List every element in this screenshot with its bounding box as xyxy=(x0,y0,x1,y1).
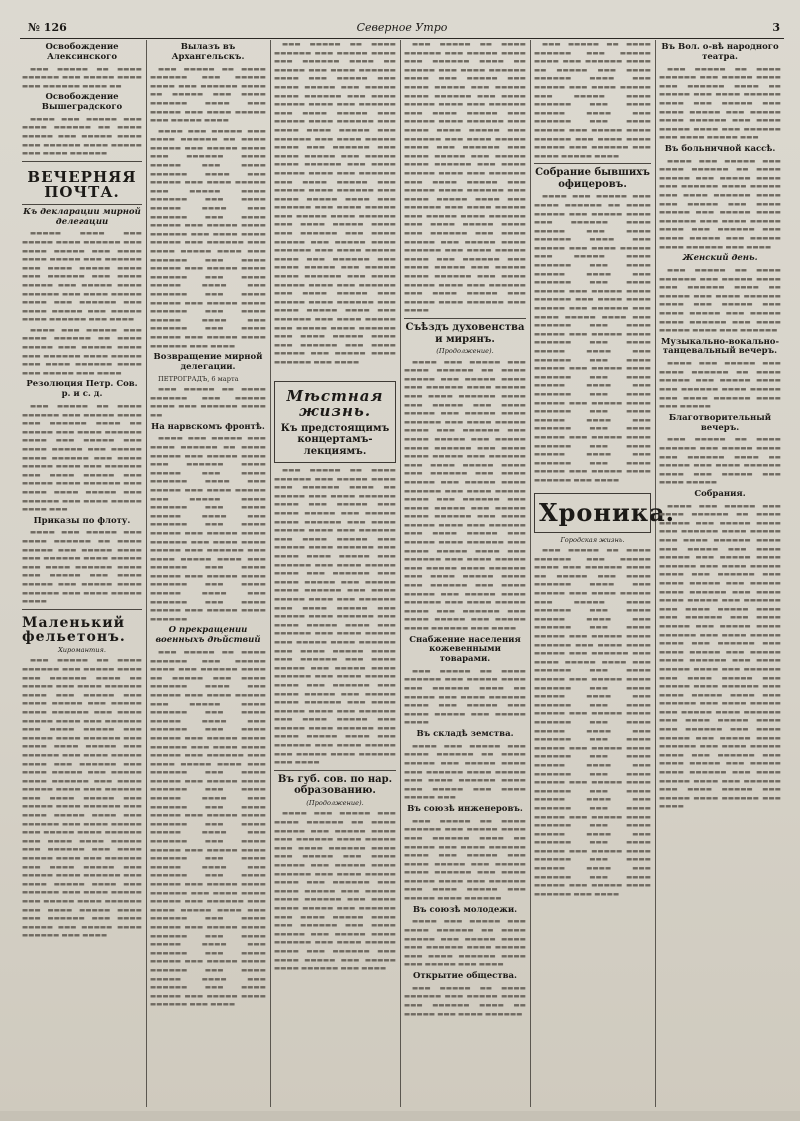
headline: Освобождение Вышеградского xyxy=(41,92,123,113)
text-block: ▬▬▬ ▬▬▬▬▬ ▬▬ ▬▬▬▬ ▬▬▬▬▬▬ ▬▬▬ ▬▬▬▬▬ ▬▬▬▬ ▬▬▬ ▬▬▬▬▬▬ ▬▬▬▬ ▬▬ ▬▬▬▬▬ ▬▬▬ ▬▬▬▬ ▬▬▬▬▬▬ ▬▬▬▬ ▬▬▬ ▬▬▬▬▬ ▬▬▬ ▬▬▬▬ ▬▬▬▬▬ ▬▬▬ ▬▬▬▬▬ ▬▬▬▬ ▬▬▬▬▬▬ ▬▬▬ ▬▬▬▬ ▬▬▬▬▬ ▬▬▬▬ ▬▬▬ ▬▬▬▬▬▬ ▬▬▬ ▬▬▬▬ ▬▬▬▬▬ ▬▬▬ ▬▬▬▬▬ ▬▬▬▬ ▬▬▬▬▬▬ ▬▬▬ ▬▬▬▬ ▬▬▬▬ ▬▬▬▬▬ ▬▬▬ ▬▬▬▬▬▬ ▬▬▬ ▬▬▬▬ ▬▬▬▬▬ ▬▬▬▬ ▬▬▬ ▬▬▬▬▬▬ ▬▬▬ ▬▬▬▬ ▬▬▬▬▬ ▬▬▬ ▬▬▬▬▬ ▬▬▬▬ ▬▬▬▬▬▬ ▬▬▬ ▬▬▬▬ ▬▬▬▬▬ ▬▬▬▬ ▬▬▬ ▬▬▬▬▬▬ ▬▬▬ ▬▬▬▬ ▬▬▬▬▬ ▬▬▬ ▬▬▬▬▬ ▬▬▬▬ ▬▬▬▬▬▬ ▬▬▬ ▬▬▬▬ ▬▬▬▬▬ ▬▬▬▬ ▬▬▬ ▬▬▬▬▬▬ ▬▬▬ ▬▬▬▬ ▬▬▬▬▬ ▬▬▬ ▬▬▬▬▬ ▬▬▬▬ ▬▬▬▬▬▬ ▬▬▬ ▬▬▬▬ ▬▬▬▬ ▬▬▬▬▬ ▬▬▬ ▬▬▬▬▬▬ ▬▬▬ ▬▬▬▬ ▬▬▬▬▬ ▬▬▬▬ ▬▬▬ ▬▬▬▬▬▬ ▬▬▬ ▬▬▬▬ ▬▬▬▬▬ ▬▬▬ ▬▬▬▬▬ ▬▬▬▬ ▬▬▬▬▬▬ ▬▬▬ ▬▬▬▬ ▬▬▬▬▬ ▬▬▬▬ ▬▬▬ ▬▬▬▬▬▬ ▬▬▬ ▬▬▬▬ ▬▬▬▬▬ ▬▬▬ ▬▬▬▬▬ ▬▬▬▬ ▬▬▬▬▬▬ ▬▬▬ ▬▬▬▬ ▬▬▬▬▬ ▬▬▬▬ ▬▬▬ ▬▬▬▬▬▬ ▬▬▬ ▬▬▬▬ ▬▬▬▬▬ ▬▬▬ ▬▬▬▬▬ ▬▬▬▬ ▬▬▬▬▬▬ ▬▬▬ ▬▬▬▬ xyxy=(22,656,142,940)
page-header xyxy=(20,20,784,39)
text-block: ▬▬▬ ▬▬▬▬▬ ▬▬ ▬▬▬▬ ▬▬▬▬▬▬ ▬▬▬ ▬▬▬▬▬ ▬▬▬▬ ▬▬▬ ▬▬▬▬▬▬ ▬▬▬▬ ▬▬ ▬▬▬▬▬ ▬▬▬ ▬▬▬▬ ▬▬▬▬▬▬ ▬▬▬▬ ▬▬▬ ▬▬▬▬▬ ▬▬▬ ▬▬▬▬ ▬▬▬▬▬ ▬▬▬ ▬▬▬▬▬ ▬▬▬▬ ▬▬▬▬▬▬ ▬▬▬ ▬▬▬▬ ▬▬▬▬▬ ▬▬▬▬ ▬▬▬ ▬▬▬▬▬▬ ▬▬▬ ▬▬▬▬ ▬▬▬▬▬ ▬▬▬ ▬▬▬▬▬ ▬▬▬▬ ▬▬▬▬▬▬ xyxy=(404,816,526,903)
text-block: ▬▬▬ ▬▬▬▬▬ ▬▬ ▬▬▬▬ ▬▬▬▬▬▬ ▬▬▬ ▬▬▬▬▬ ▬▬▬▬ ▬▬▬ ▬▬▬▬▬▬ ▬▬▬▬ ▬▬ ▬▬▬▬▬ ▬▬▬ ▬▬▬▬ ▬▬▬▬▬▬ ▬▬▬▬ ▬▬▬ ▬▬▬▬▬ ▬▬▬ ▬▬▬▬ ▬▬▬▬▬ xyxy=(659,435,781,487)
text-block: ▬▬▬▬ ▬▬▬ ▬▬▬▬▬ ▬▬▬ ▬▬▬▬ ▬▬▬▬▬▬ ▬▬ ▬▬▬▬ ▬▬▬▬▬ ▬▬▬ ▬▬▬▬▬ ▬▬▬▬ ▬▬▬ ▬▬▬▬▬▬ ▬▬▬▬ ▬▬▬▬▬ ▬▬▬ ▬▬▬▬ ▬▬▬▬▬▬ ▬▬▬▬ ▬▬▬ ▬▬▬▬▬ ▬▬▬ ▬▬▬▬ ▬▬▬▬▬ ▬▬▬ ▬▬▬▬▬ ▬▬▬▬ ▬▬▬▬▬▬ ▬▬▬ ▬▬▬▬ ▬▬▬▬▬ ▬▬▬▬ ▬▬▬ ▬▬▬▬▬▬ ▬▬▬ ▬▬▬▬ ▬▬▬▬▬ ▬▬▬ ▬▬▬▬▬ ▬▬▬▬ ▬▬▬▬▬▬ ▬▬▬ ▬▬▬▬ ▬▬▬▬ ▬▬▬▬▬ ▬▬▬ ▬▬▬▬▬▬ ▬▬▬ ▬▬▬▬ ▬▬▬▬▬ ▬▬▬▬ ▬▬▬ ▬▬▬▬▬▬ ▬▬▬ ▬▬▬▬ ▬▬▬▬▬ ▬▬▬ ▬▬▬▬▬ ▬▬▬▬ ▬▬▬▬▬▬ ▬▬▬ ▬▬▬▬ ▬▬▬▬▬ ▬▬▬▬ ▬▬▬ ▬▬▬▬▬▬ ▬▬▬ ▬▬▬▬ ▬▬▬▬▬ ▬▬▬ ▬▬▬▬▬ ▬▬▬▬ ▬▬▬▬▬▬ ▬▬▬ ▬▬▬▬ ▬▬▬▬▬ ▬▬▬▬ ▬▬▬ ▬▬▬▬▬▬ ▬▬▬ ▬▬▬▬ ▬▬▬▬▬ ▬▬▬ ▬▬▬▬▬ ▬▬▬▬ ▬▬▬▬▬▬ ▬▬▬ ▬▬▬▬ ▬▬▬▬▬ ▬▬▬▬ ▬▬▬ ▬▬▬▬▬▬ ▬▬▬ ▬▬▬▬ ▬▬▬▬▬ ▬▬▬ ▬▬▬▬▬ ▬▬▬▬ ▬▬▬▬▬▬ ▬▬▬ ▬▬▬▬ ▬▬▬▬▬ ▬▬▬▬ ▬▬▬ ▬▬▬▬▬▬ ▬▬▬ ▬▬▬▬ ▬▬▬▬▬ ▬▬▬ ▬▬▬▬▬ ▬▬▬▬ ▬▬▬▬▬▬ ▬▬▬ ▬▬▬▬ ▬▬▬▬▬ ▬▬▬▬ ▬▬▬ ▬▬▬▬▬▬ ▬▬▬ ▬▬▬▬ ▬▬▬▬▬ ▬▬▬ ▬▬▬▬▬ ▬▬▬▬ ▬▬▬▬▬▬ ▬▬▬ ▬▬▬▬ ▬▬▬▬▬ ▬▬▬▬ ▬▬▬ ▬▬▬▬▬▬ ▬▬▬ ▬▬▬▬ ▬▬▬▬▬ ▬▬▬ ▬▬▬▬▬ ▬▬▬▬ ▬▬▬▬▬▬ ▬▬▬ ▬▬▬▬ xyxy=(659,501,781,811)
text-block: ▬▬▬ ▬▬▬▬▬ ▬▬ ▬▬▬▬ ▬▬▬▬▬▬ ▬▬▬ ▬▬▬▬▬ ▬▬▬▬ ▬▬▬ ▬▬▬▬▬▬ ▬▬▬▬ ▬▬ xyxy=(22,64,142,90)
headline: Освобождение Алексинского xyxy=(45,42,119,62)
text-block: ▬▬▬▬ ▬▬▬ ▬▬▬▬▬ ▬▬▬ ▬▬▬▬ ▬▬▬▬▬▬ ▬▬ ▬▬▬▬ ▬▬▬▬▬ ▬▬▬ ▬▬▬▬▬ ▬▬▬▬ ▬▬▬ ▬▬▬▬▬▬ ▬▬▬▬ ▬▬▬▬▬ ▬▬▬ ▬▬▬▬ ▬▬▬▬▬▬ ▬▬▬▬ ▬▬▬ ▬▬▬▬▬ xyxy=(659,359,781,411)
text-block: ▬▬▬ ▬▬▬▬▬ ▬▬ ▬▬▬▬ ▬▬▬▬▬▬ ▬▬▬ ▬▬▬▬▬ ▬▬▬▬ ▬▬▬ ▬▬▬▬▬▬ ▬▬▬▬ ▬▬ ▬▬▬▬▬ ▬▬▬ ▬▬▬▬ ▬▬▬▬▬▬ ▬▬▬▬ ▬▬▬ ▬▬▬▬▬ ▬▬▬ ▬▬▬▬ ▬▬▬▬▬ ▬▬▬ ▬▬▬▬▬ ▬▬▬▬ ▬▬▬▬▬▬ ▬▬▬ ▬▬▬▬ ▬▬▬▬▬ ▬▬▬▬ ▬▬▬ ▬▬▬▬▬▬ xyxy=(659,265,781,335)
headline: Собрание бывшихъ офицеровъ. xyxy=(535,167,650,190)
column-2 xyxy=(150,40,266,1109)
text-block: ▬▬▬ ▬▬▬▬▬ ▬▬ ▬▬▬▬ ▬▬▬▬▬▬ ▬▬▬ ▬▬▬▬▬ ▬▬▬▬ ▬▬▬ ▬▬▬▬▬▬ ▬▬▬▬ ▬▬ xyxy=(150,385,266,420)
text-block: ▬▬▬ ▬▬▬▬▬ ▬▬ ▬▬▬▬ ▬▬▬▬▬▬ ▬▬▬ ▬▬▬▬▬ ▬▬▬▬ ▬▬▬ ▬▬▬▬▬▬ ▬▬▬▬ ▬▬ ▬▬▬▬▬ ▬▬▬ ▬▬▬▬ ▬▬▬▬▬▬ ▬▬▬▬ ▬▬▬ ▬▬▬▬▬ ▬▬▬ ▬▬▬▬ ▬▬▬▬▬ ▬▬▬ ▬▬▬▬▬ ▬▬▬▬ ▬▬▬▬▬▬ ▬▬▬ ▬▬▬▬ ▬▬▬▬▬ ▬▬▬▬ ▬▬▬ ▬▬▬▬▬▬ ▬▬▬ ▬▬▬▬ ▬▬▬▬▬ ▬▬▬ ▬▬▬▬▬ ▬▬▬▬ ▬▬▬▬▬▬ ▬▬▬ ▬▬▬▬ ▬▬▬▬ ▬▬▬▬▬ ▬▬▬ ▬▬▬▬▬▬ ▬▬▬ ▬▬▬▬ ▬▬▬▬▬ ▬▬▬▬ ▬▬▬ ▬▬▬▬▬▬ ▬▬▬ ▬▬▬▬ ▬▬▬▬▬ ▬▬▬ ▬▬▬▬▬ ▬▬▬▬ ▬▬▬▬▬▬ ▬▬▬ ▬▬▬▬ ▬▬▬▬▬ ▬▬▬▬ ▬▬▬ ▬▬▬▬▬▬ ▬▬▬ ▬▬▬▬ ▬▬▬▬▬ ▬▬▬ ▬▬▬▬▬ ▬▬▬▬ ▬▬▬▬▬▬ ▬▬▬ ▬▬▬▬ ▬▬▬▬▬ ▬▬▬▬ ▬▬▬ ▬▬▬▬▬▬ ▬▬▬ ▬▬▬▬ ▬▬▬▬▬ ▬▬▬ ▬▬▬▬▬ ▬▬▬▬ ▬▬▬▬▬▬ ▬▬▬ ▬▬▬▬ ▬▬▬▬▬ ▬▬▬▬ ▬▬▬ ▬▬▬▬▬▬ ▬▬▬ ▬▬▬▬ ▬▬▬▬▬ ▬▬▬ ▬▬▬▬▬ ▬▬▬▬ ▬▬▬▬▬▬ ▬▬▬ ▬▬▬▬ ▬▬▬▬▬ ▬▬▬▬ ▬▬▬ ▬▬▬▬▬▬ ▬▬▬ ▬▬▬▬ ▬▬▬▬▬ ▬▬▬ ▬▬▬▬▬ ▬▬▬▬ ▬▬▬▬▬▬ ▬▬▬ ▬▬▬▬ ▬▬▬▬▬ ▬▬▬▬ ▬▬▬ ▬▬▬▬▬▬ ▬▬▬ ▬▬▬▬ ▬▬▬▬▬ ▬▬▬ ▬▬▬▬▬ ▬▬▬▬ ▬▬▬▬▬▬ ▬▬▬ ▬▬▬▬ ▬▬▬▬▬ ▬▬▬▬ ▬▬▬ ▬▬▬▬▬▬ ▬▬▬ ▬▬▬▬ ▬▬▬▬▬ ▬▬▬ ▬▬▬▬▬ ▬▬▬▬ ▬▬▬▬▬▬ ▬▬▬ ▬▬▬▬ xyxy=(274,466,396,767)
headline: На нарвскомъ фронтѣ. xyxy=(151,421,265,432)
headline: Къ предстоящимъ концертамъ-лекциямъ. xyxy=(280,422,390,457)
feuilleton-title: Маленький фельетонъ. xyxy=(22,614,126,645)
headline: Въ губ. сов. по нар. образованию. xyxy=(277,773,393,797)
feuilleton-subtitle: Хиромантия. xyxy=(58,645,106,654)
column-divider xyxy=(270,40,271,1107)
headline: Въ союзѣ молодежи. xyxy=(412,904,518,915)
text-block: ▬▬▬ ▬▬▬▬▬ ▬▬ ▬▬▬▬ ▬▬▬▬▬▬ ▬▬▬ ▬▬▬▬▬ ▬▬▬▬ ▬▬▬ ▬▬▬▬▬▬ ▬▬▬▬ ▬▬ ▬▬▬▬▬ ▬▬▬ ▬▬▬▬ ▬▬▬▬▬▬ xyxy=(404,983,526,1018)
column-1 xyxy=(22,40,142,1109)
text-block: ▬▬▬▬ ▬▬▬ ▬▬▬▬▬ ▬▬▬ ▬▬▬▬ ▬▬▬▬▬▬ ▬▬ ▬▬▬▬ ▬▬▬▬▬ ▬▬▬ ▬▬▬▬▬ ▬▬▬▬ ▬▬▬ ▬▬▬▬▬▬ ▬▬▬▬ ▬▬▬▬▬ ▬▬▬ ▬▬▬▬ ▬▬▬▬▬▬ ▬▬▬▬ ▬▬▬ ▬▬▬▬▬ ▬▬▬ ▬▬▬▬ ▬▬▬▬▬ ▬▬▬ ▬▬▬▬▬ ▬▬▬▬ ▬▬▬▬▬▬ ▬▬▬ ▬▬▬▬ ▬▬▬▬▬ ▬▬▬▬ xyxy=(22,528,142,606)
column-divider xyxy=(655,40,656,1107)
text-block: ▬▬▬▬ ▬▬▬ ▬▬▬▬▬ ▬▬▬ ▬▬▬▬ ▬▬▬▬▬▬ ▬▬ ▬▬▬▬ ▬▬▬▬▬ ▬▬▬ ▬▬▬▬▬ ▬▬▬▬ ▬▬▬ ▬▬▬▬▬▬ ▬▬▬▬ ▬▬▬▬▬ ▬▬▬ ▬▬▬▬ ▬▬▬▬▬▬ ▬▬▬▬ ▬▬▬ ▬▬▬▬▬ ▬▬▬ ▬▬▬▬ xyxy=(22,325,142,377)
text-block: ▬▬▬▬ ▬▬▬ ▬▬▬▬▬ ▬▬▬ ▬▬▬▬ ▬▬▬▬▬▬ ▬▬ ▬▬▬▬ ▬▬▬▬▬ ▬▬▬ ▬▬▬▬▬ ▬▬▬▬ ▬▬▬ ▬▬▬▬▬▬ ▬▬▬▬ ▬▬▬▬▬ ▬▬▬ ▬▬▬▬ ▬▬▬▬▬▬ ▬▬▬▬ ▬▬▬ ▬▬▬▬▬ ▬▬▬ ▬▬▬▬ ▬▬▬▬▬ ▬▬▬ xyxy=(404,741,526,802)
dateline: ПЕТРОГРАДЪ, 6 марта xyxy=(158,374,239,383)
text-block: ▬▬▬ ▬▬▬▬▬ ▬▬ ▬▬▬▬ ▬▬▬▬▬▬ ▬▬▬ ▬▬▬▬▬ ▬▬▬▬ ▬▬▬ ▬▬▬▬▬▬ ▬▬▬▬ ▬▬ ▬▬▬▬▬ ▬▬▬ ▬▬▬▬ ▬▬▬▬▬▬ ▬▬▬▬ ▬▬▬ ▬▬▬▬▬ ▬▬▬ ▬▬▬▬ ▬▬▬▬▬ ▬▬▬ ▬▬▬▬▬ ▬▬▬▬ ▬▬▬▬▬▬ ▬▬▬ ▬▬▬▬ ▬▬▬▬▬ ▬▬▬▬ ▬▬▬ ▬▬▬▬▬▬ ▬▬▬ ▬▬▬▬ ▬▬▬▬▬ ▬▬▬ ▬▬▬▬▬ ▬▬▬▬ ▬▬▬▬▬▬ ▬▬▬ ▬▬▬▬ ▬▬▬▬ ▬▬▬▬▬ ▬▬▬ ▬▬▬▬▬▬ ▬▬▬ ▬▬▬▬ ▬▬▬▬▬ ▬▬▬▬ ▬▬▬ ▬▬▬▬▬▬ ▬▬▬ ▬▬▬▬ ▬▬▬▬▬ ▬▬▬ ▬▬▬▬▬ ▬▬▬▬ ▬▬▬▬▬▬ ▬▬▬ ▬▬▬▬ ▬▬▬▬▬ ▬▬▬▬ ▬▬▬ ▬▬▬▬▬▬ ▬▬▬ ▬▬▬▬ ▬▬▬▬▬ ▬▬▬ ▬▬▬▬▬ ▬▬▬▬ ▬▬▬▬▬▬ ▬▬▬ ▬▬▬▬ ▬▬▬▬▬ ▬▬▬▬ ▬▬▬ ▬▬▬▬▬▬ ▬▬▬ ▬▬▬▬ ▬▬▬▬▬ ▬▬▬ ▬▬▬▬▬ ▬▬▬▬ ▬▬▬▬▬▬ ▬▬▬ ▬▬▬▬ ▬▬▬▬▬ ▬▬▬▬ ▬▬▬ ▬▬▬▬▬▬ ▬▬▬ ▬▬▬▬ ▬▬▬▬▬ ▬▬▬ ▬▬▬▬▬ ▬▬▬▬ ▬▬▬▬▬▬ ▬▬▬ ▬▬▬▬ ▬▬▬▬▬ ▬▬▬▬ ▬▬▬ ▬▬▬▬▬▬ ▬▬▬ ▬▬▬▬ ▬▬▬▬▬ ▬▬▬ ▬▬▬▬▬ ▬▬▬▬ ▬▬▬▬▬▬ ▬▬▬ ▬▬▬▬ ▬▬▬▬▬ ▬▬▬▬ ▬▬▬ ▬▬▬▬▬▬ ▬▬▬ ▬▬▬▬ ▬▬▬▬▬ ▬▬▬ ▬▬▬▬▬ ▬▬▬▬ ▬▬▬▬▬▬ ▬▬▬ ▬▬▬▬ ▬▬▬▬▬ ▬▬▬▬ ▬▬▬ ▬▬▬▬▬▬ ▬▬▬ ▬▬▬▬ ▬▬▬▬▬ ▬▬▬ ▬▬▬▬▬ ▬▬▬▬ ▬▬▬▬▬▬ ▬▬▬ ▬▬▬▬ ▬▬▬▬▬ ▬▬▬▬ ▬▬▬ ▬▬▬▬▬▬ ▬▬▬ ▬▬▬▬ ▬▬▬▬▬ ▬▬▬ ▬▬▬▬▬ ▬▬▬▬ ▬▬▬▬▬▬ ▬▬▬ ▬▬▬▬ xyxy=(274,40,396,366)
page-bottom-edge xyxy=(0,1111,800,1121)
headline: Въ Вол. о-вѣ народного театра. xyxy=(661,42,779,62)
section-title: ВЕЧЕРНЯЯ ПОЧТА. xyxy=(27,167,137,201)
column-5 xyxy=(534,40,676,1109)
section-title: Мѣстная жизнь. xyxy=(286,386,384,420)
headline: Въ союзѣ инженеровъ. xyxy=(407,803,523,814)
text-block: ▬▬▬ ▬▬▬▬▬ ▬▬ ▬▬▬▬ ▬▬▬▬▬▬ ▬▬▬ ▬▬▬▬▬ ▬▬▬▬ ▬▬▬ ▬▬▬▬▬▬ ▬▬▬▬ ▬▬ ▬▬▬▬▬ ▬▬▬ ▬▬▬▬ ▬▬▬▬▬▬ ▬▬▬▬ ▬▬▬ ▬▬▬▬▬ ▬▬▬ ▬▬▬▬ ▬▬▬▬▬ ▬▬▬ ▬▬▬▬▬ ▬▬▬▬ ▬▬▬▬▬▬ ▬▬▬ ▬▬▬▬ ▬▬▬▬▬ ▬▬▬▬ ▬▬▬ ▬▬▬▬▬▬ ▬▬▬ ▬▬▬▬ ▬▬▬▬▬ ▬▬▬ ▬▬▬▬▬ ▬▬▬▬ ▬▬▬▬▬▬ ▬▬▬ ▬▬▬▬ ▬▬▬▬ ▬▬▬▬▬ ▬▬▬ ▬▬▬▬▬▬ ▬▬▬ ▬▬▬▬ ▬▬▬▬▬ ▬▬▬▬ ▬▬▬ xyxy=(22,401,142,514)
text-block: ▬▬▬▬ ▬▬▬ ▬▬▬▬▬ ▬▬▬ ▬▬▬▬ ▬▬▬▬▬▬ ▬▬ ▬▬▬▬ ▬▬▬▬▬ ▬▬▬ ▬▬▬▬▬ ▬▬▬▬ ▬▬▬ ▬▬▬▬▬▬ ▬▬▬▬ ▬▬▬▬▬ ▬▬▬ ▬▬▬▬ ▬▬▬▬▬▬ ▬▬▬▬ ▬▬▬ ▬▬▬▬▬ ▬▬▬ ▬▬▬▬ xyxy=(404,917,526,969)
local-life-box xyxy=(274,381,396,464)
headline: Открытие общества. xyxy=(413,971,517,981)
text-block: ▬▬▬ ▬▬▬▬▬ ▬▬ ▬▬▬▬ ▬▬▬▬▬▬ ▬▬▬ ▬▬▬▬▬ ▬▬▬▬ ▬▬▬ ▬▬▬▬▬▬ ▬▬▬▬ ▬▬ ▬▬▬▬▬ ▬▬▬ ▬▬▬▬ ▬▬▬▬▬▬ ▬▬▬▬ ▬▬▬ ▬▬▬▬▬ ▬▬▬ ▬▬▬▬ ▬▬▬▬▬ ▬▬▬ ▬▬▬▬▬ ▬▬▬▬ xyxy=(404,666,526,727)
text-block: ▬▬▬ ▬▬▬▬▬ ▬▬ ▬▬▬▬ ▬▬▬▬▬▬ ▬▬▬ ▬▬▬▬▬ ▬▬▬▬ ▬▬▬ ▬▬▬▬▬▬ ▬▬▬▬ ▬▬ ▬▬▬▬▬ ▬▬▬ ▬▬▬▬ ▬▬▬▬▬▬ ▬▬▬▬ ▬▬▬ ▬▬▬▬▬ ▬▬▬ ▬▬▬▬ ▬▬▬▬▬ ▬▬▬ ▬▬▬▬▬ ▬▬▬▬ ▬▬▬▬▬▬ ▬▬▬ ▬▬▬▬ ▬▬▬▬▬ ▬▬▬▬ ▬▬▬ ▬▬▬▬▬▬ ▬▬▬ ▬▬▬▬ ▬▬▬▬▬ ▬▬▬ xyxy=(659,64,781,142)
text-block: ▬▬▬ ▬▬▬▬▬ ▬▬ ▬▬▬▬ ▬▬▬▬▬▬ ▬▬▬ ▬▬▬▬▬ ▬▬▬▬ ▬▬▬ ▬▬▬▬▬▬ ▬▬▬▬ ▬▬ ▬▬▬▬▬ ▬▬▬ ▬▬▬▬ ▬▬▬▬▬▬ ▬▬▬▬ ▬▬▬ ▬▬▬▬▬ ▬▬▬ ▬▬▬▬ ▬▬▬▬▬ ▬▬▬ ▬▬▬▬▬ ▬▬▬▬ ▬▬▬▬▬▬ ▬▬▬ ▬▬▬▬ ▬▬▬▬▬ ▬▬▬▬ ▬▬▬ ▬▬▬▬▬▬ ▬▬▬ ▬▬▬▬ ▬▬▬▬▬ ▬▬▬ ▬▬▬▬▬ ▬▬▬▬ ▬▬▬▬▬▬ ▬▬▬ ▬▬▬▬ ▬▬▬▬ ▬▬▬▬▬ ▬▬▬ ▬▬▬▬▬▬ ▬▬▬ ▬▬▬▬ ▬▬▬▬▬ ▬▬▬▬ xyxy=(534,40,651,160)
headline: Въ больничной кассѣ. xyxy=(664,143,776,154)
headline: Собрания. xyxy=(694,488,746,499)
section-title: Хроника. xyxy=(539,497,676,527)
text-block: ▬▬▬ ▬▬▬▬▬ ▬▬ ▬▬▬▬ ▬▬▬▬▬▬ ▬▬▬ ▬▬▬▬▬ ▬▬▬▬ ▬▬▬ ▬▬▬▬▬▬ ▬▬▬▬ ▬▬ ▬▬▬▬▬ ▬▬▬ ▬▬▬▬ ▬▬▬▬▬▬ ▬▬▬▬ ▬▬▬ ▬▬▬▬▬ ▬▬▬ ▬▬▬▬ ▬▬▬▬▬ ▬▬▬ ▬▬▬▬▬ ▬▬▬▬ ▬▬▬▬▬▬ ▬▬▬ ▬▬▬▬ ▬▬▬▬▬ ▬▬▬▬ ▬▬▬ ▬▬▬▬▬▬ ▬▬▬ ▬▬▬▬ ▬▬▬▬▬ ▬▬▬ ▬▬▬▬▬ ▬▬▬▬ ▬▬▬▬▬▬ ▬▬▬ ▬▬▬▬ ▬▬▬▬ ▬▬▬▬▬ ▬▬▬ ▬▬▬▬▬▬ ▬▬▬ ▬▬▬▬ ▬▬▬▬▬ ▬▬▬▬ ▬▬▬ ▬▬▬▬▬▬ ▬▬▬ ▬▬▬▬ ▬▬▬▬▬ ▬▬▬ ▬▬▬▬▬ ▬▬▬▬ ▬▬▬▬▬▬ ▬▬▬ ▬▬▬▬ ▬▬▬▬▬ ▬▬▬▬ ▬▬▬ ▬▬▬▬▬▬ ▬▬▬ ▬▬▬▬ ▬▬▬▬▬ ▬▬▬ ▬▬▬▬▬ ▬▬▬▬ ▬▬▬▬▬▬ ▬▬▬ ▬▬▬▬ ▬▬▬▬▬ ▬▬▬▬ ▬▬▬ ▬▬▬▬▬▬ ▬▬▬ ▬▬▬▬ ▬▬▬▬▬ ▬▬▬ ▬▬▬▬▬ ▬▬▬▬ ▬▬▬▬▬▬ ▬▬▬ ▬▬▬▬ ▬▬▬▬▬ ▬▬▬▬ ▬▬▬ ▬▬▬▬▬▬ ▬▬▬ ▬▬▬▬ ▬▬▬▬▬ ▬▬▬ ▬▬▬▬▬ ▬▬▬▬ ▬▬▬▬▬▬ ▬▬▬ ▬▬▬▬ ▬▬▬▬▬ ▬▬▬▬ ▬▬▬ ▬▬▬▬▬▬ ▬▬▬ ▬▬▬▬ ▬▬▬▬▬ ▬▬▬ ▬▬▬▬▬ ▬▬▬▬ ▬▬▬▬▬▬ ▬▬▬ ▬▬▬▬ ▬▬▬▬▬ ▬▬▬▬ ▬▬▬ ▬▬▬▬▬▬ ▬▬▬ ▬▬▬▬ ▬▬▬▬▬ ▬▬▬ ▬▬▬▬▬ ▬▬▬▬ ▬▬▬▬▬▬ ▬▬▬ ▬▬▬▬ xyxy=(404,40,526,315)
newspaper-name: Северное Утро xyxy=(356,21,448,34)
text-block: ▬▬▬ ▬▬▬▬▬ ▬▬ ▬▬▬▬ ▬▬▬▬▬▬ ▬▬▬ ▬▬▬▬▬ ▬▬▬▬ ▬▬▬ ▬▬▬▬▬▬ ▬▬▬▬ ▬▬ ▬▬▬▬▬ ▬▬▬ ▬▬▬▬ ▬▬▬▬▬▬ ▬▬▬▬ ▬▬▬ ▬▬▬▬▬ ▬▬▬ ▬▬▬▬ ▬▬▬▬▬ ▬▬▬ ▬▬▬▬▬ ▬▬▬▬ ▬▬▬▬▬▬ ▬▬▬ ▬▬▬▬ ▬▬▬▬▬ ▬▬▬▬ ▬▬▬ ▬▬▬▬▬▬ ▬▬▬ ▬▬▬▬ ▬▬▬▬▬ ▬▬▬ ▬▬▬▬▬ ▬▬▬▬ ▬▬▬▬▬▬ ▬▬▬ ▬▬▬▬ ▬▬▬▬ ▬▬▬▬▬ ▬▬▬ ▬▬▬▬▬▬ ▬▬▬ ▬▬▬▬ ▬▬▬▬▬ ▬▬▬▬ ▬▬▬ ▬▬▬▬▬▬ ▬▬▬ ▬▬▬▬ ▬▬▬▬▬ ▬▬▬ ▬▬▬▬▬ ▬▬▬▬ ▬▬▬▬▬▬ ▬▬▬ ▬▬▬▬ ▬▬▬▬▬ ▬▬▬▬ ▬▬▬ ▬▬▬▬▬▬ ▬▬▬ ▬▬▬▬ ▬▬▬▬▬ ▬▬▬ ▬▬▬▬▬ ▬▬▬▬ ▬▬▬▬▬▬ ▬▬▬ ▬▬▬▬ ▬▬▬▬▬ ▬▬▬▬ ▬▬▬ ▬▬▬▬▬▬ ▬▬▬ ▬▬▬▬ ▬▬▬▬▬ ▬▬▬ ▬▬▬▬▬ ▬▬▬▬ ▬▬▬▬▬▬ ▬▬▬ ▬▬▬▬ ▬▬▬▬▬ ▬▬▬▬ ▬▬▬ ▬▬▬▬▬▬ ▬▬▬ ▬▬▬▬ ▬▬▬▬▬ ▬▬▬ ▬▬▬▬▬ ▬▬▬▬ ▬▬▬▬▬▬ ▬▬▬ ▬▬▬▬ ▬▬▬▬▬ ▬▬▬▬ ▬▬▬ ▬▬▬▬▬▬ ▬▬▬ ▬▬▬▬ ▬▬▬▬▬ ▬▬▬ ▬▬▬▬▬ ▬▬▬▬ ▬▬▬▬▬▬ ▬▬▬ ▬▬▬▬ ▬▬▬▬▬ ▬▬▬▬ ▬▬▬ ▬▬▬▬▬▬ ▬▬▬ ▬▬▬▬ ▬▬▬▬▬ ▬▬▬ ▬▬▬▬▬ ▬▬▬▬ ▬▬▬▬▬▬ ▬▬▬ ▬▬▬▬ ▬▬▬▬▬ ▬▬▬▬ ▬▬▬ ▬▬▬▬▬▬ ▬▬▬ ▬▬▬▬ ▬▬▬▬▬ ▬▬▬ ▬▬▬▬▬ ▬▬▬▬ ▬▬▬▬▬▬ ▬▬▬ ▬▬▬▬ xyxy=(534,546,651,898)
text-block: ▬▬▬▬ ▬▬▬ ▬▬▬▬▬ ▬▬▬ ▬▬▬▬ ▬▬▬▬▬▬ ▬▬ ▬▬▬▬ ▬▬▬▬▬ ▬▬▬ ▬▬▬▬▬ ▬▬▬▬ ▬▬▬ ▬▬▬▬▬▬ ▬▬▬▬ ▬▬▬▬▬ ▬▬▬ ▬▬▬▬ ▬▬▬▬▬▬ ▬▬▬▬ ▬▬▬ ▬▬▬▬▬ ▬▬▬ ▬▬▬▬ ▬▬▬▬▬ ▬▬▬ ▬▬▬▬▬ ▬▬▬▬ ▬▬▬▬▬▬ ▬▬▬ ▬▬▬▬ ▬▬▬▬▬ ▬▬▬▬ ▬▬▬ ▬▬▬▬▬▬ ▬▬▬ ▬▬▬▬ ▬▬▬▬▬ ▬▬▬ ▬▬▬▬▬ ▬▬▬▬ ▬▬▬▬▬▬ ▬▬▬ ▬▬▬▬ ▬▬▬▬ ▬▬▬▬▬ ▬▬▬ ▬▬▬▬▬▬ ▬▬▬ ▬▬▬▬ ▬▬▬▬▬ ▬▬▬▬ ▬▬▬ ▬▬▬▬▬▬ ▬▬▬ ▬▬▬▬ ▬▬▬▬▬ ▬▬▬ ▬▬▬▬▬ ▬▬▬▬ ▬▬▬▬▬▬ ▬▬▬ ▬▬▬▬ ▬▬▬▬▬ ▬▬▬▬ ▬▬▬ ▬▬▬▬▬▬ ▬▬▬ ▬▬▬▬ ▬▬▬▬▬ ▬▬▬ ▬▬▬▬▬ ▬▬▬▬ ▬▬▬▬▬▬ ▬▬▬ ▬▬▬▬ ▬▬▬▬▬ ▬▬▬▬ ▬▬▬ ▬▬▬▬▬▬ ▬▬▬ ▬▬▬▬ ▬▬▬▬▬ ▬▬▬ ▬▬▬▬▬ ▬▬▬▬ ▬▬▬▬▬▬ ▬▬▬ ▬▬▬▬ ▬▬▬▬▬ ▬▬▬▬ ▬▬▬ ▬▬▬▬▬▬ ▬▬▬ ▬▬▬▬ ▬▬▬▬▬ ▬▬▬ ▬▬▬▬▬ ▬▬▬▬ ▬▬▬▬▬▬ ▬▬▬ ▬▬▬▬ ▬▬▬▬▬ ▬▬▬▬ ▬▬▬ ▬▬▬▬▬▬ ▬▬▬ ▬▬▬▬ ▬▬▬▬▬ ▬▬▬ ▬▬▬▬▬ ▬▬▬▬ ▬▬▬▬▬▬ ▬▬▬ ▬▬▬▬ ▬▬▬▬▬ ▬▬▬▬ ▬▬▬ ▬▬▬▬▬▬ ▬▬▬ ▬▬▬▬ ▬▬▬▬▬ ▬▬▬ ▬▬▬▬▬ ▬▬▬▬ ▬▬▬▬▬▬ ▬▬▬ ▬▬▬▬ xyxy=(404,357,526,632)
headline: Приказы по флоту. xyxy=(33,515,131,526)
text-block: ▬▬▬▬▬ ▬▬▬▬ ▬▬▬ ▬▬▬▬▬ ▬▬▬▬ ▬▬▬▬▬▬ ▬▬▬ ▬▬▬▬ ▬▬▬▬▬ ▬▬▬ ▬▬▬▬ ▬▬▬▬ ▬▬▬▬▬ ▬▬▬ ▬▬▬▬▬▬ ▬▬▬ ▬▬▬▬ ▬▬▬▬▬ ▬▬▬▬ ▬▬▬ ▬▬▬▬▬▬ ▬▬▬ ▬▬▬▬ ▬▬▬▬▬ ▬▬▬ ▬▬▬▬▬ ▬▬▬▬ ▬▬▬▬▬▬ ▬▬▬ ▬▬▬▬ ▬▬▬▬▬ ▬▬▬▬ ▬▬▬ ▬▬▬▬▬▬ ▬▬▬ ▬▬▬▬ ▬▬▬▬▬ ▬▬▬ ▬▬▬▬▬ ▬▬▬▬ ▬▬▬▬▬▬ ▬▬▬ ▬▬▬▬ xyxy=(22,229,142,324)
headline: Резолюция Петр. Сов. р. и с. д. xyxy=(26,379,138,400)
text-block: ▬▬▬▬ ▬▬▬ ▬▬▬▬▬ ▬▬▬ ▬▬▬▬ ▬▬▬▬▬▬ ▬▬ ▬▬▬▬ ▬▬▬▬▬ ▬▬▬ ▬▬▬▬▬ ▬▬▬▬ ▬▬▬ ▬▬▬▬▬▬ ▬▬▬▬ ▬▬▬▬▬ ▬▬▬ ▬▬▬▬ ▬▬▬▬▬▬ ▬▬▬▬ ▬▬▬ ▬▬▬▬▬ ▬▬▬ ▬▬▬▬ ▬▬▬▬▬ ▬▬▬ ▬▬▬▬▬ ▬▬▬▬ ▬▬▬▬▬▬ ▬▬▬ ▬▬▬▬ ▬▬▬▬▬ ▬▬▬▬ ▬▬▬ ▬▬▬▬▬▬ ▬▬▬ ▬▬▬▬ ▬▬▬▬▬ ▬▬▬ ▬▬▬▬▬ ▬▬▬▬ ▬▬▬▬▬▬ ▬▬▬ ▬▬▬▬ ▬▬▬▬ ▬▬▬▬▬ ▬▬▬ ▬▬▬▬▬▬ ▬▬▬ ▬▬▬▬ ▬▬▬▬▬ ▬▬▬▬ ▬▬▬ ▬▬▬▬▬▬ ▬▬▬ ▬▬▬▬ ▬▬▬▬▬ ▬▬▬ ▬▬▬▬▬ ▬▬▬▬ ▬▬▬▬▬▬ ▬▬▬ ▬▬▬▬ ▬▬▬▬▬ ▬▬▬▬ ▬▬▬ ▬▬▬▬▬▬ ▬▬▬ ▬▬▬▬ ▬▬▬▬▬ ▬▬▬ ▬▬▬▬▬ ▬▬▬▬ ▬▬▬▬▬▬ ▬▬▬ ▬▬▬▬ xyxy=(274,809,396,973)
headline: Женский день. xyxy=(682,253,758,264)
text-block: ▬▬▬▬ ▬▬▬ ▬▬▬▬▬ ▬▬▬ ▬▬▬▬ ▬▬▬▬▬▬ ▬▬ ▬▬▬▬ ▬▬▬▬▬ ▬▬▬ ▬▬▬▬▬ ▬▬▬▬ ▬▬▬ ▬▬▬▬▬▬ ▬▬▬▬ ▬▬▬▬▬ ▬▬▬ ▬▬▬▬ ▬▬▬▬▬▬ ▬▬▬▬ ▬▬▬ ▬▬▬▬▬ ▬▬▬ ▬▬▬▬ ▬▬▬▬▬ ▬▬▬ ▬▬▬▬▬ ▬▬▬▬ ▬▬▬▬▬▬ ▬▬▬ ▬▬▬▬ ▬▬▬▬▬ ▬▬▬▬ ▬▬▬ ▬▬▬▬▬▬ ▬▬▬ ▬▬▬▬ ▬▬▬▬▬ ▬▬▬ ▬▬▬▬▬ ▬▬▬▬ ▬▬▬▬▬▬ ▬▬▬ ▬▬▬▬ ▬▬▬▬ ▬▬▬▬▬ ▬▬▬ ▬▬▬▬▬▬ ▬▬▬ ▬▬▬▬ ▬▬▬▬▬ ▬▬▬▬ ▬▬▬ ▬▬▬▬▬▬ ▬▬▬ ▬▬▬▬ ▬▬▬▬▬ ▬▬▬ ▬▬▬▬▬ ▬▬▬▬ ▬▬▬▬▬▬ ▬▬▬ ▬▬▬▬ ▬▬▬▬▬ ▬▬▬▬ ▬▬▬ ▬▬▬▬▬▬ ▬▬▬ ▬▬▬▬ ▬▬▬▬▬ ▬▬▬ ▬▬▬▬▬ ▬▬▬▬ ▬▬▬▬▬▬ ▬▬▬ ▬▬▬▬ ▬▬▬▬▬ ▬▬▬▬ ▬▬▬ ▬▬▬▬▬▬ ▬▬▬ ▬▬▬▬ ▬▬▬▬▬ ▬▬▬ ▬▬▬▬▬ ▬▬▬▬ ▬▬▬▬▬▬ ▬▬▬ ▬▬▬▬ ▬▬▬▬▬ ▬▬▬▬ ▬▬▬ ▬▬▬▬▬▬ ▬▬▬ ▬▬▬▬ ▬▬▬▬▬ ▬▬▬ ▬▬▬▬▬ ▬▬▬▬ ▬▬▬▬▬▬ ▬▬▬ ▬▬▬▬ ▬▬▬▬▬ ▬▬▬▬ ▬▬▬ ▬▬▬▬▬▬ ▬▬▬ ▬▬▬▬ ▬▬▬▬▬ ▬▬▬ ▬▬▬▬▬ ▬▬▬▬ ▬▬▬▬▬▬ ▬▬▬ ▬▬▬▬ xyxy=(534,192,651,484)
headline: Съѣздъ духовенства и мирянъ. xyxy=(405,322,525,345)
column-divider xyxy=(400,40,401,1107)
page-number: 3 xyxy=(772,21,780,34)
text-block: ▬▬▬▬ ▬▬▬ ▬▬▬▬▬ ▬▬▬ ▬▬▬▬ ▬▬▬▬▬▬ ▬▬ ▬▬▬▬ ▬▬▬▬▬ ▬▬▬ ▬▬▬▬▬ ▬▬▬▬ ▬▬▬ ▬▬▬▬▬▬ ▬▬▬▬ ▬▬▬▬▬ ▬▬▬ ▬▬▬▬ ▬▬▬▬▬▬ ▬▬▬▬ ▬▬▬ ▬▬▬▬▬ ▬▬▬ ▬▬▬▬ ▬▬▬▬▬ ▬▬▬ ▬▬▬▬▬ ▬▬▬▬ ▬▬▬▬▬▬ ▬▬▬ ▬▬▬▬ ▬▬▬▬▬ ▬▬▬▬ ▬▬▬ ▬▬▬▬▬▬ ▬▬▬ ▬▬▬▬ ▬▬▬▬▬ ▬▬▬ ▬▬▬▬▬ ▬▬▬▬ ▬▬▬▬▬▬ ▬▬▬ ▬▬▬▬ ▬▬▬▬ ▬▬▬▬▬ ▬▬▬ ▬▬▬▬▬▬ ▬▬▬ ▬▬▬▬ ▬▬▬▬▬ ▬▬▬▬ ▬▬▬ ▬▬▬▬▬▬ ▬▬▬ ▬▬▬▬ ▬▬▬▬▬ ▬▬▬ ▬▬▬▬▬ ▬▬▬▬ ▬▬▬▬▬▬ ▬▬▬ ▬▬▬▬ ▬▬▬▬▬ ▬▬▬▬ ▬▬▬ ▬▬▬▬▬▬ ▬▬▬ ▬▬▬▬ ▬▬▬▬▬ ▬▬▬ ▬▬▬▬▬ ▬▬▬▬ ▬▬▬▬▬▬ ▬▬▬ ▬▬▬▬ ▬▬▬▬▬ ▬▬▬▬ ▬▬▬ ▬▬▬▬▬▬ ▬▬▬ ▬▬▬▬ ▬▬▬▬▬ ▬▬▬ ▬▬▬▬▬ ▬▬▬▬ ▬▬▬▬▬▬ ▬▬▬ ▬▬▬▬ xyxy=(150,126,266,350)
headline: Къ декларации мирной делегации xyxy=(23,206,141,227)
headline: Въ складѣ земства. xyxy=(416,729,514,740)
headline: Вылазъ въ Архангельскъ. xyxy=(171,42,245,62)
headline: Возвращение мирной делегации. xyxy=(153,352,263,372)
headline-subtitle: Городская жизнь. xyxy=(560,535,625,544)
headline-subtitle: (Продолжение). xyxy=(306,798,364,807)
column-6 xyxy=(659,40,781,1109)
text-block: ▬▬▬ ▬▬▬▬▬ ▬▬ ▬▬▬▬ ▬▬▬▬▬▬ ▬▬▬ ▬▬▬▬▬ ▬▬▬▬ ▬▬▬ ▬▬▬▬▬▬ ▬▬▬▬ ▬▬ ▬▬▬▬▬ ▬▬▬ ▬▬▬▬ ▬▬▬▬▬▬ ▬▬▬▬ ▬▬▬ ▬▬▬▬▬ ▬▬▬ ▬▬▬▬ ▬▬▬▬▬ ▬▬▬ ▬▬▬▬▬ ▬▬▬▬ ▬▬▬▬▬▬ ▬▬▬ ▬▬▬▬ ▬▬▬▬▬ ▬▬▬▬ ▬▬▬ ▬▬▬▬▬▬ ▬▬▬ ▬▬▬▬ ▬▬▬▬▬ ▬▬▬ ▬▬▬▬▬ ▬▬▬▬ ▬▬▬▬▬▬ ▬▬▬ ▬▬▬▬ ▬▬▬▬ ▬▬▬▬▬ ▬▬▬ ▬▬▬▬▬▬ ▬▬▬ ▬▬▬▬ ▬▬▬▬▬ ▬▬▬▬ ▬▬▬ ▬▬▬▬▬▬ ▬▬▬ ▬▬▬▬ ▬▬▬▬▬ ▬▬▬ ▬▬▬▬▬ ▬▬▬▬ ▬▬▬▬▬▬ ▬▬▬ ▬▬▬▬ ▬▬▬▬▬ ▬▬▬▬ ▬▬▬ ▬▬▬▬▬▬ ▬▬▬ ▬▬▬▬ ▬▬▬▬▬ ▬▬▬ ▬▬▬▬▬ ▬▬▬▬ ▬▬▬▬▬▬ ▬▬▬ ▬▬▬▬ ▬▬▬▬▬ ▬▬▬▬ ▬▬▬ ▬▬▬▬▬▬ ▬▬▬ ▬▬▬▬ ▬▬▬▬▬ ▬▬▬ ▬▬▬▬▬ ▬▬▬▬ ▬▬▬▬▬▬ ▬▬▬ ▬▬▬▬ ▬▬▬▬▬ ▬▬▬▬ ▬▬▬ ▬▬▬▬▬▬ ▬▬▬ ▬▬▬▬ ▬▬▬▬▬ ▬▬▬ ▬▬▬▬▬ ▬▬▬▬ ▬▬▬▬▬▬ ▬▬▬ ▬▬▬▬ ▬▬▬▬ ▬▬▬▬▬ ▬▬▬ ▬▬▬▬▬▬ ▬▬▬ ▬▬▬▬ ▬▬▬▬▬ ▬▬▬▬ ▬▬▬ ▬▬▬▬▬▬ ▬▬▬ ▬▬▬▬ ▬▬▬▬▬ ▬▬▬ ▬▬▬▬▬ ▬▬▬▬ ▬▬▬▬▬▬ ▬▬▬ ▬▬▬▬ ▬▬▬▬▬ ▬▬▬▬ ▬▬▬ ▬▬▬▬▬▬ ▬▬▬ ▬▬▬▬ ▬▬▬▬▬ ▬▬▬ ▬▬▬▬▬ ▬▬▬▬ ▬▬▬▬▬▬ ▬▬▬ ▬▬▬▬ ▬▬▬▬▬ ▬▬▬▬ ▬▬▬ ▬▬▬▬▬▬ ▬▬▬ ▬▬▬▬ ▬▬▬▬▬ ▬▬▬ ▬▬▬▬▬ ▬▬▬▬ ▬▬▬▬▬▬ ▬▬▬ ▬▬▬▬ xyxy=(150,647,266,1009)
headline-subtitle: (Продолжение). xyxy=(436,347,494,355)
column-4 xyxy=(404,40,526,1109)
column-divider xyxy=(146,40,147,1107)
text-block: ▬▬▬▬ ▬▬▬ ▬▬▬▬▬ ▬▬▬ ▬▬▬▬ ▬▬▬▬▬▬ ▬▬ ▬▬▬▬ ▬▬▬▬▬ ▬▬▬ ▬▬▬▬▬ ▬▬▬▬ ▬▬▬ ▬▬▬▬▬▬ ▬▬▬▬ ▬▬▬▬▬ ▬▬▬ ▬▬▬▬ ▬▬▬▬▬▬ ▬▬▬▬ ▬▬▬ ▬▬▬▬▬ ▬▬▬ ▬▬▬▬ ▬▬▬▬▬ ▬▬▬ ▬▬▬▬▬ ▬▬▬▬ ▬▬▬▬▬▬ ▬▬▬ ▬▬▬▬ ▬▬▬▬▬ ▬▬▬▬ ▬▬▬ ▬▬▬▬▬▬ ▬▬▬ ▬▬▬▬ ▬▬▬▬▬ ▬▬▬ ▬▬▬▬▬ ▬▬▬▬ ▬▬▬▬▬▬ ▬▬▬ ▬▬▬▬ ▬▬▬▬ ▬▬▬▬▬ ▬▬▬ ▬▬▬▬▬▬ ▬▬▬ ▬▬▬▬ ▬▬▬▬▬ ▬▬▬▬ ▬▬▬ ▬▬▬▬▬▬ ▬▬▬ ▬▬▬▬ ▬▬▬▬▬ ▬▬▬ ▬▬▬▬▬ ▬▬▬▬ ▬▬▬▬▬▬ ▬▬▬ ▬▬▬▬ ▬▬▬▬▬ ▬▬▬▬ ▬▬▬ ▬▬▬▬▬▬ ▬▬▬ ▬▬▬▬ ▬▬▬▬▬ ▬▬▬ ▬▬▬▬▬ ▬▬▬▬ ▬▬▬▬▬▬ xyxy=(150,434,266,623)
text-block: ▬▬▬▬ ▬▬▬ ▬▬▬▬▬ ▬▬▬ ▬▬▬▬ ▬▬▬▬▬▬ ▬▬ ▬▬▬▬ ▬▬▬▬▬ ▬▬▬ ▬▬▬▬▬ ▬▬▬▬ ▬▬▬ ▬▬▬▬▬▬ ▬▬▬▬ ▬▬▬▬▬ ▬▬▬ ▬▬▬▬ ▬▬▬▬▬▬ xyxy=(22,114,142,158)
headline: О прекращении военныхъ дѣйствий xyxy=(155,625,261,646)
headline: Музыкально-вокально-танцевальный вечеръ. xyxy=(660,336,780,357)
column-divider xyxy=(530,40,531,1107)
column-3 xyxy=(274,40,396,1109)
headline: Снабжение населения кожевенными товарами. xyxy=(409,634,521,665)
text-block: ▬▬▬ ▬▬▬▬▬ ▬▬ ▬▬▬▬ ▬▬▬▬▬▬ ▬▬▬ ▬▬▬▬▬ ▬▬▬▬ ▬▬▬ ▬▬▬▬▬▬ ▬▬▬▬ ▬▬ ▬▬▬▬▬ ▬▬▬ ▬▬▬▬ ▬▬▬▬▬▬ ▬▬▬▬ ▬▬▬ ▬▬▬▬▬ ▬▬▬ ▬▬▬▬ ▬▬▬▬▬ ▬▬▬ ▬▬▬▬▬ ▬▬▬▬ xyxy=(150,64,266,125)
issue-number: № 126 xyxy=(28,21,67,34)
headline: Благотворительный вечеръ. xyxy=(668,412,772,433)
text-block: ▬▬▬▬ ▬▬▬ ▬▬▬▬▬ ▬▬▬ ▬▬▬▬ ▬▬▬▬▬▬ ▬▬ ▬▬▬▬ ▬▬▬▬▬ ▬▬▬ ▬▬▬▬▬ ▬▬▬▬ ▬▬▬ ▬▬▬▬▬▬ ▬▬▬▬ ▬▬▬▬▬ ▬▬▬ ▬▬▬▬ ▬▬▬▬▬▬ ▬▬▬▬ ▬▬▬ ▬▬▬▬▬ ▬▬▬ ▬▬▬▬ ▬▬▬▬▬ ▬▬▬ ▬▬▬▬▬ ▬▬▬▬ ▬▬▬▬▬▬ ▬▬▬ ▬▬▬▬ ▬▬▬▬▬ ▬▬▬▬ ▬▬▬ ▬▬▬▬▬▬ ▬▬▬ ▬▬▬▬ ▬▬▬▬▬ ▬▬▬ ▬▬▬▬▬ ▬▬▬▬ ▬▬▬▬▬▬ ▬▬▬ ▬▬▬▬ xyxy=(659,156,781,251)
chronicle-box xyxy=(534,493,676,533)
